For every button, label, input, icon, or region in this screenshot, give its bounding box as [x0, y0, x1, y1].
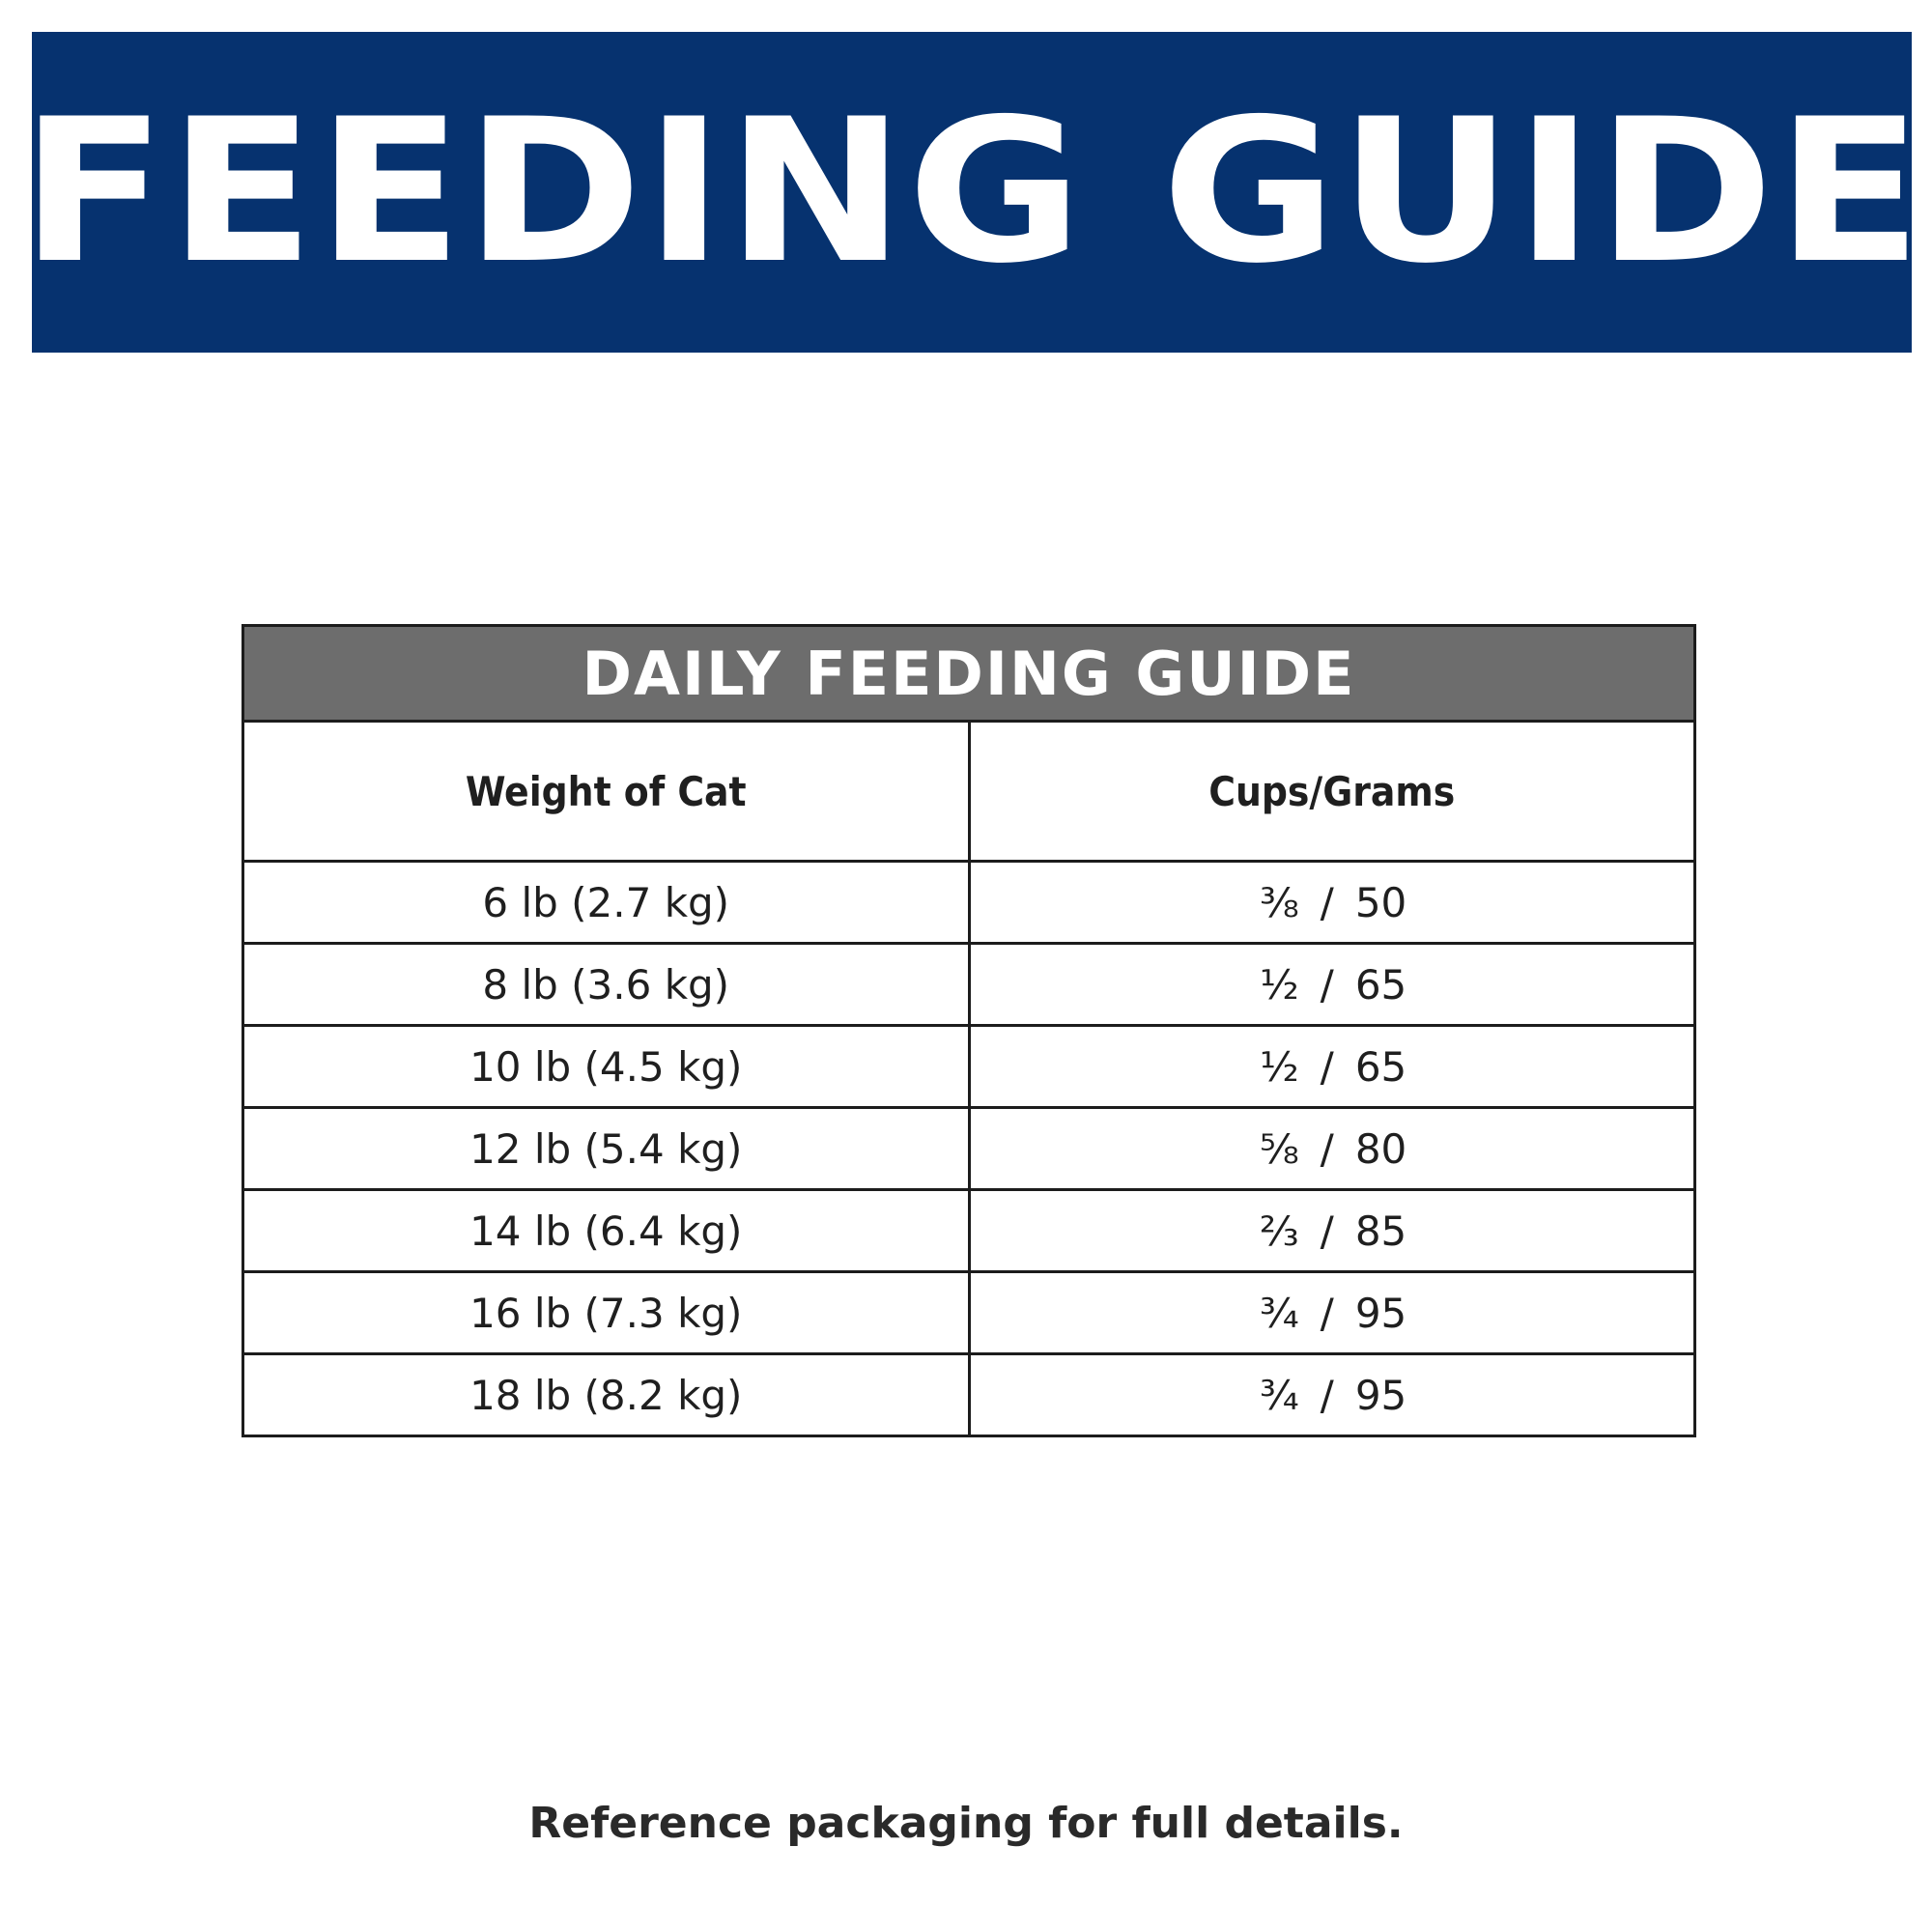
grams-value: 95: [1354, 1371, 1407, 1419]
table-row: [243, 1190, 1695, 1272]
grams-value: 65: [1354, 1042, 1407, 1091]
table-row: [243, 1272, 1695, 1354]
weight-cell: 10 lb (4.5 kg): [243, 1026, 970, 1108]
daily-feeding-table: [242, 624, 1696, 1437]
weight-cell: 6 lb (2.7 kg): [243, 862, 970, 944]
footer-note: Reference packaging for full details.: [528, 1799, 1404, 1848]
cups-value: ⅜: [1259, 878, 1299, 926]
cups-value: ½: [1259, 1042, 1299, 1091]
weight-cell: 16 lb (7.3 kg): [243, 1272, 970, 1354]
amount-cell: ½ / 65: [969, 1026, 1695, 1108]
weight-cell: 14 lb (6.4 kg): [243, 1190, 970, 1272]
cups-value: ⅔: [1259, 1207, 1299, 1255]
column-header-weight: Weight of Cat: [243, 722, 970, 862]
amount-cell: ¾ / 95: [969, 1272, 1695, 1354]
weight-cell: 18 lb (8.2 kg): [243, 1354, 970, 1436]
grams-value: 80: [1354, 1124, 1407, 1173]
cups-value: ¾: [1259, 1371, 1299, 1419]
weight-cell: 12 lb (5.4 kg): [243, 1108, 970, 1190]
cups-value: ⅝: [1259, 1124, 1299, 1173]
amount-cell: ½ / 65: [969, 944, 1695, 1026]
grams-value: 50: [1354, 878, 1407, 926]
cups-value: ½: [1259, 960, 1299, 1009]
title-banner: [19, 32, 1924, 353]
table-row: [243, 862, 1695, 944]
grams-value: 85: [1354, 1207, 1407, 1255]
amount-cell: ¾ / 95: [969, 1354, 1695, 1436]
table-row: [243, 944, 1695, 1026]
table-row: [243, 1026, 1695, 1108]
table-title: DAILY FEEDING GUIDE: [243, 626, 1695, 722]
column-header-cups-grams: Cups/Grams: [969, 722, 1695, 862]
page-title: FEEDING GUIDE: [19, 76, 1924, 307]
grams-value: 65: [1354, 960, 1407, 1009]
table-row: [243, 1108, 1695, 1190]
table-row: [243, 1354, 1695, 1436]
weight-cell: 8 lb (3.6 kg): [243, 944, 970, 1026]
cups-value: ¾: [1259, 1289, 1299, 1337]
amount-cell: ⅔ / 85: [969, 1190, 1695, 1272]
amount-cell: ⅝ / 80: [969, 1108, 1695, 1190]
amount-cell: ⅜ / 50: [969, 862, 1695, 944]
grams-value: 95: [1354, 1289, 1407, 1337]
